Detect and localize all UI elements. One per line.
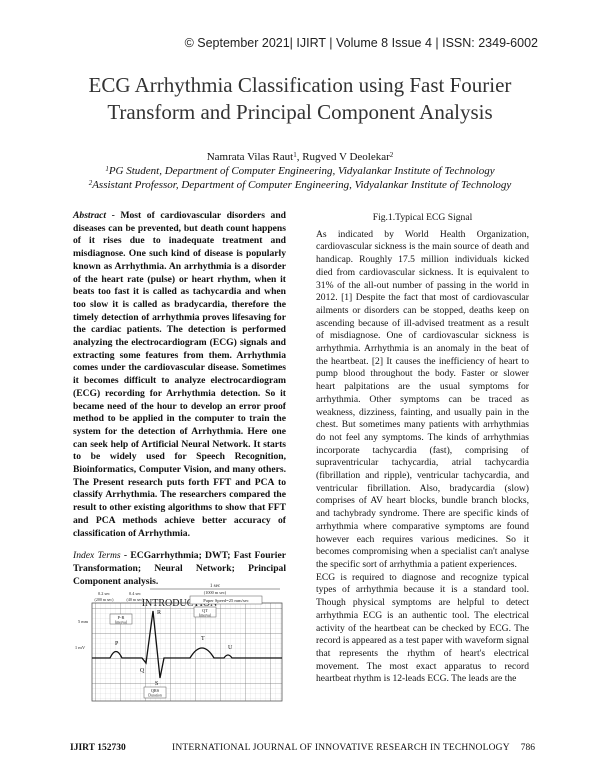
page-number: 786 bbox=[520, 743, 535, 753]
running-header: © September 2021| IJIRT | Volume 8 Issue 4 | ISSN: 2349-6002 bbox=[184, 36, 538, 50]
label-speed: Paper Speed=25 mm/sec bbox=[203, 598, 249, 603]
title-line-1: ECG Arrhythmia Classification using Fast Fourier bbox=[88, 73, 512, 97]
intro-paragraph-2: ECG is required to diagnose and recognize typical types of arrhythmia because it is a standard tool. Though physical symptoms are helpful to detect arrhythmia ECG is an authentic tool. The electrical activity of the heartbeat can be checked by ECG. The record is appeared as a test paper with waveform signal that represents the rhythm of heart's electrical movement. The most exact apparatus to record heartbeat rhythm is 12-leads ECG. The leads are the bbox=[316, 571, 529, 685]
label-02sec-b: (200 m sec) bbox=[94, 597, 114, 602]
footer-journal: INTERNATIONAL JOURNAL OF INNOVATIVE RESEARCH IN TECHNOLOGY bbox=[172, 743, 510, 753]
label-004sec: 0.4 sec bbox=[129, 591, 141, 596]
label-qrs: QRS bbox=[150, 688, 160, 693]
label-u: U bbox=[228, 645, 233, 651]
label-qrs-2: Duration bbox=[148, 693, 162, 698]
index-terms: Index Terms - ECGarrhythmia; DWT; Fast Fourier Transformation; Neural Network; Principal Component analysis. bbox=[73, 550, 286, 587]
figure-caption: Fig.1.Typical ECG Signal bbox=[372, 212, 473, 223]
right-column bbox=[316, 212, 529, 686]
ecg-figure bbox=[70, 583, 288, 703]
affiliation-1: $^1$PG Student, Department of Computer Engineering, Vidyalankar Institute of Technology bbox=[105, 165, 495, 177]
label-p: P bbox=[115, 641, 119, 647]
label-5mm: 5 mm bbox=[78, 619, 88, 624]
label-004sec-b: (40 m sec) bbox=[126, 597, 144, 602]
paper-title bbox=[40, 72, 560, 126]
footer-paper-id: IJIRT 152730 bbox=[70, 743, 126, 753]
abstract: Abstract - Most of cardiovascular disorders and diseases can be prevented, but death count happens of it rises due to inadequate treatment and misdiagnose. One such kind of disease is popularly known as Arrhythmia. An arrhythmia is a disorder of the heart rate (pulse) or heart rhythm, when it beats too fast it is called as tachycardia and when too slow it is called as bradycardia, therefore the timely detection of arrhythmia proves lifesaving for the cardiac patients. The detection is performed analyzing the electrocardiogram (ECG) signals and extracting some features from them. Arrhythmia comes under the cardiovascular disease. Sometimes it becomes difficult to analyze electrocardiogram (ECG) recording for Arrhythmia detection. So it became need of the hour to develop an error proof method to be applied in the computer to train the system for the detection of Arrhythmia. Here one can seek help of Artificial Neural Network. It starts to be widely used for Speech Recognition, Bioinformatics, Computer Vision, and many others. The Present research puts forth FFT and PCA to classify Arrhythmia. The researchers compared the result to other existing algorithms to show that FFT and PCA methods achieve better accuracy of classification of Arrhythmia. bbox=[73, 210, 286, 539]
label-s: S bbox=[155, 681, 159, 687]
left-column bbox=[73, 210, 286, 611]
author-names: Namrata Vilas Raut$^1$, Rugved V Deolekar$^2$ bbox=[206, 151, 394, 163]
label-r: R bbox=[157, 610, 162, 616]
label-qt: QT bbox=[202, 608, 208, 613]
label-1sec: 1 sec bbox=[209, 584, 221, 589]
label-02sec: 0.2 sec bbox=[98, 591, 110, 596]
title-line-2: Transform and Principal Component Analysis bbox=[107, 100, 493, 124]
label-q: Q bbox=[140, 668, 145, 674]
label-1sec-b: (1000 m sec) bbox=[203, 590, 227, 595]
label-pr: P-R bbox=[117, 615, 125, 620]
intro-paragraph-1: As indicated by World Health Organization, cardiovascular sickness is the main source of death and handicap. Roughly 17.5 million individuals kicked died from cardiovascular sickness. It is equivalent to 31% of the all-out number of passing in the world in 2012. [1] Despite the fact that most of cardiovascular ailments or disorders can be stopped, deaths keep on ascending because of ill-advised treatment as a result of misdiagnose. One of cardiovascular sickness is arrhythmia. Arrhythmia is an anomaly in the beat of the heartbeat. [2] It causes the inefficiency of heart to pump blood throughout the body. Faster or slower heart palpitations are the usual symptoms for arrhythmia. Other symptoms can be traced as weakness, dizziness, fainting, and usually pain in the chest. But sometimes many patients with arrhythmias do not feel any symptoms. The kinds of arrhythmias incorporate tachycardia (fast), comprising of supraventricular tachycardia, atrial tachycardia (fibrillation and ripple), ventricular tachycardia, and ventricular fibrillation. Also, bradycardia (slow) comprises of AV heart blocks, bundle branch blocks, and tachybrady syndrome. There are specific kinds of arrhythmia where comparative symptoms are found however each requires various medicines. So it becomes compromising when a specialist can't analyse the specific sort of arrhythmia a patient experiences. bbox=[316, 228, 529, 570]
label-qt-2: Interval bbox=[199, 613, 211, 618]
author-block bbox=[40, 150, 560, 192]
label-1mv: 1 mV bbox=[74, 645, 86, 650]
label-t: T bbox=[201, 636, 205, 642]
label-pr-2: Interval bbox=[115, 620, 127, 625]
affiliation-2: $^2$Assistant Professor, Department of Computer Engineering, Vidyalankar Institute of Technology bbox=[88, 179, 512, 191]
